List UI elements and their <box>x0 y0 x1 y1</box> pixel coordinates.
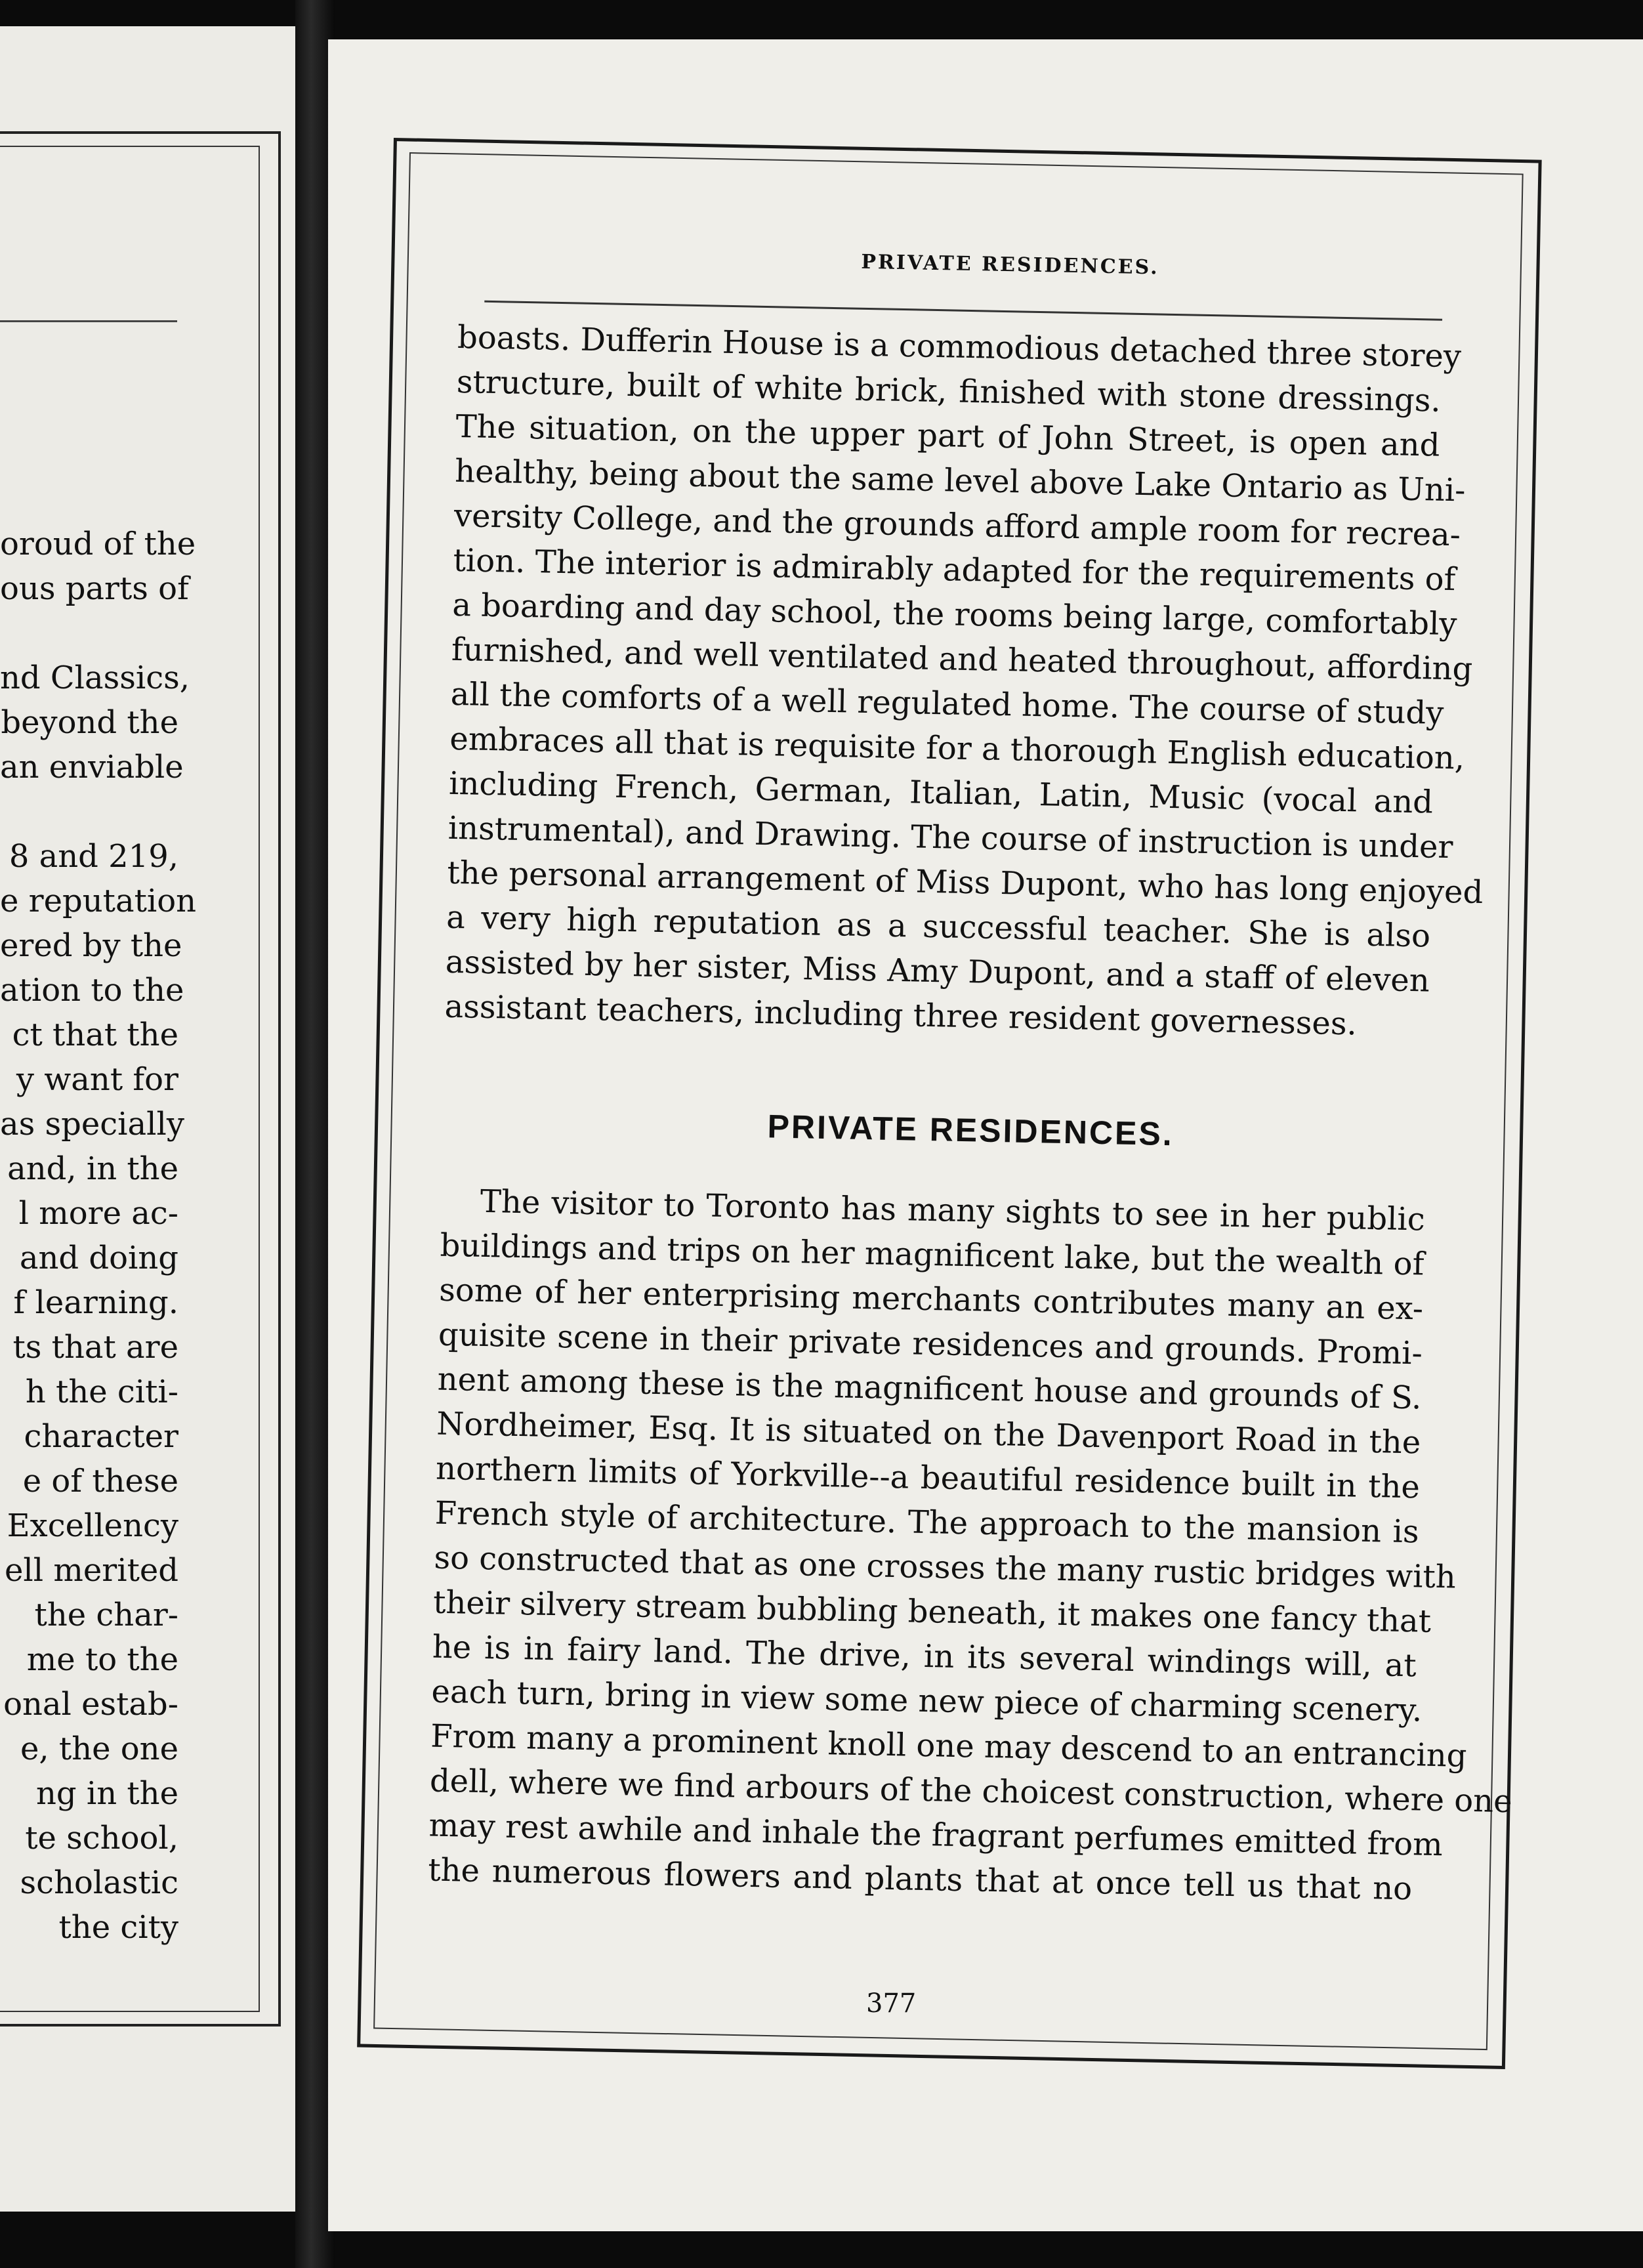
left-line: ng in the <box>35 1775 178 1812</box>
left-line: e of these <box>22 1463 178 1500</box>
text-line: The situation, on the upper part of John Street, is open and <box>455 408 1440 464</box>
text-line: he is in fairy land. The drive, in its several windings will, at <box>432 1628 1417 1685</box>
page-number: 377 <box>866 1988 917 2019</box>
text-line: each turn, bring in view some new piece of charming scenery. <box>431 1673 1423 1729</box>
text-line: Nordheimer, Esq. It is situated on the Davenport Road in the <box>436 1405 1421 1461</box>
left-line: ell merited <box>4 1552 178 1589</box>
left-line: onal estab- <box>3 1686 178 1723</box>
left-line: ous parts of <box>0 570 189 607</box>
text-line: healthy, being about the same level above Lake Ontario as Uni- <box>454 452 1466 509</box>
left-line: Excellency <box>7 1507 178 1544</box>
text-line: embraces all that is requisite for a thorough English education, <box>449 720 1465 777</box>
text-line: including French, German, Italian, Latin, Music (vocal and <box>448 765 1434 821</box>
left-line: ation to the <box>0 972 184 1009</box>
left-line: the char- <box>34 1597 178 1633</box>
left-line: nd Classics, <box>0 660 190 696</box>
left-line: me to the <box>26 1641 178 1678</box>
text-line: some of her enterprising merchants contributes many an ex- <box>438 1271 1424 1328</box>
left-line: as specially <box>0 1106 184 1143</box>
text-line: may rest awhile and inhale the fragrant perfumes emitted from <box>428 1807 1444 1864</box>
text-line: all the comforts of a well regulated home. The course of study <box>450 675 1444 732</box>
left-line: scholastic <box>20 1864 178 1901</box>
text-line: nent among these is the magnificent house and grounds of S. <box>437 1360 1423 1417</box>
left-page-text <box>0 522 197 1950</box>
text-line: assisted by her sister, Miss Amy Dupont, and a staff of eleven <box>445 943 1430 999</box>
left-line: ts that are <box>12 1329 178 1366</box>
left-line: and doing <box>19 1240 178 1276</box>
left-line: te school, <box>25 1820 178 1857</box>
left-line: f learning. <box>13 1284 178 1321</box>
left-line <box>0 789 178 834</box>
left-line: h the citi- <box>25 1374 178 1410</box>
left-line: an enviable <box>0 749 184 786</box>
text-line: buildings and trips on her magnificent lake, but the wealth of <box>440 1227 1425 1283</box>
left-page-fragment <box>0 26 299 2212</box>
text-line: a very high reputation as a successful teacher. She is also <box>446 898 1431 955</box>
text-line: assistant teachers, including three resident governesses. <box>444 988 1358 1043</box>
section-title: PRIVATE RESIDENCES. <box>767 1108 1175 1153</box>
text-line: boasts. Dufferin House is a commodious detached three storey <box>457 318 1462 375</box>
text-line: tion. The interior is admirably adapted for the requirements of <box>453 541 1456 598</box>
text-line: structure, built of white brick, finished with stone dressings. <box>456 363 1442 419</box>
text-line: the personal arrangement of Miss Dupont, who has long enjoyed <box>447 854 1484 912</box>
text-line: their silvery stream bubbling beneath, it makes one fancy that <box>432 1584 1432 1640</box>
left-line: and, in the <box>7 1150 178 1187</box>
left-line: e reputation <box>0 883 197 919</box>
text-line: quisite scene in their private residences and grounds. Promi- <box>438 1316 1423 1372</box>
text-line: dell, where we find arbours of the choicest construction, where one <box>429 1762 1513 1820</box>
left-line: beyond the <box>1 704 178 741</box>
left-line <box>0 611 178 656</box>
left-line: e, the one <box>20 1731 178 1767</box>
left-line: l more ac- <box>18 1195 178 1232</box>
text-line: The visitor to Toronto has many sights to see in her public <box>480 1183 1426 1238</box>
left-line: oroud of the <box>0 526 196 562</box>
text-line: French style of architecture. The approach to the mansion is <box>434 1494 1420 1551</box>
text-line: a boarding and day school, the rooms being large, comfortably <box>451 586 1458 643</box>
text-line: From many a prominent knoll one may descend to an entrancing <box>430 1717 1467 1774</box>
left-line: 8 and 219, <box>9 838 178 875</box>
left-line: ered by the <box>0 927 182 964</box>
text-line: the numerous flowers and plants that at once tell us that no <box>427 1851 1413 1908</box>
page-content <box>427 243 1513 1911</box>
text-line: instrumental), and Drawing. The course of instruction is under <box>447 809 1453 866</box>
left-page-head-rule <box>0 320 177 322</box>
left-line: y want for <box>16 1061 178 1098</box>
text-line: so constructed that as one crosses the many rustic bridges with <box>433 1539 1457 1596</box>
paragraph-dufferin-house <box>444 315 1484 1048</box>
text-line: northern limits of Yorkville--a beautiful residence built in the <box>435 1450 1421 1506</box>
paragraph-private-residences <box>427 1179 1513 1912</box>
text-line: versity College, and the grounds afford ample room for recrea- <box>453 497 1461 554</box>
left-line: the city <box>58 1909 178 1946</box>
running-head: PRIVATE RESIDENCES. <box>861 250 1159 280</box>
text-line: furnished, and well ventilated and heated throughout, affording <box>451 631 1473 688</box>
left-line: ct that the <box>12 1017 178 1053</box>
left-line: character <box>24 1418 178 1455</box>
